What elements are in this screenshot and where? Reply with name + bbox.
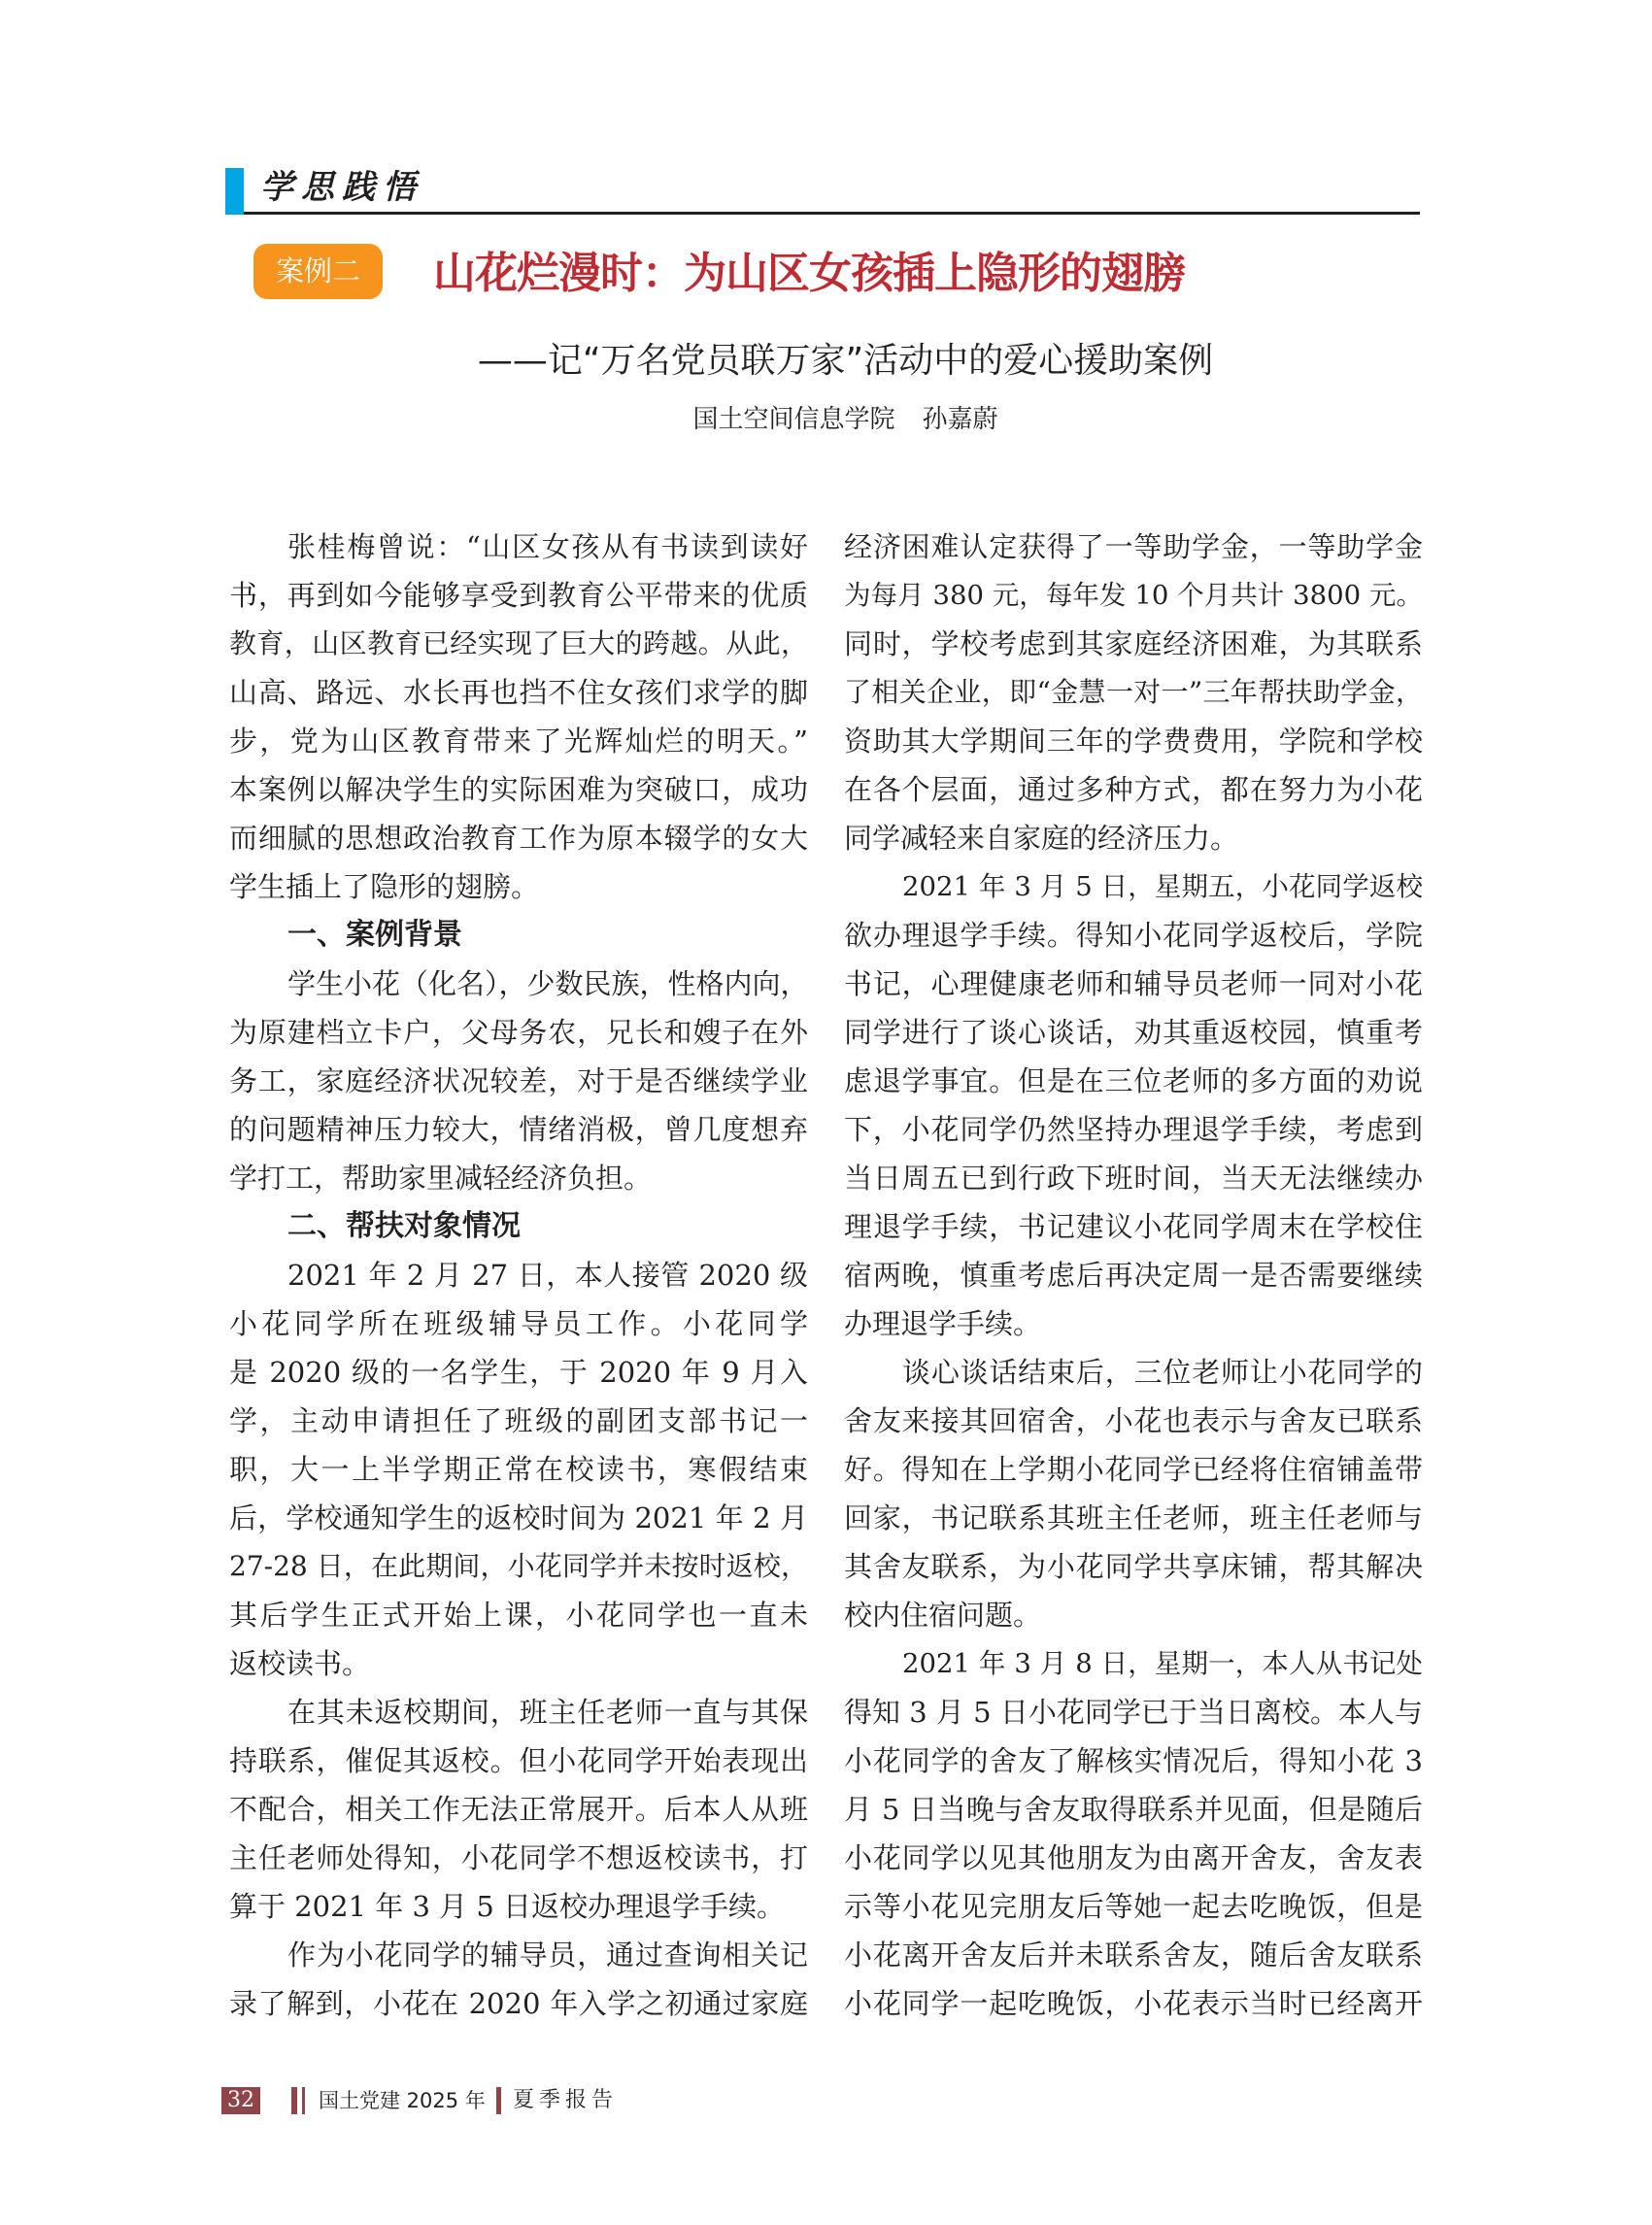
text-line: 学生插上了隐形的翅膀。 — [229, 870, 540, 903]
text-line: 张桂梅曾说：“山区女孩从有书读到读好 — [287, 530, 808, 563]
text-line: 主任老师处得知，小花同学不想返校读书，打 — [229, 1841, 808, 1874]
text-line: 为每月 380 元，每年发 10 个月共计 3800 元。 — [844, 580, 1423, 611]
text-line: 书，再到如今能够享受到教育公平带来的优质 — [229, 579, 808, 612]
section-heading: 一、案例背景 — [287, 918, 462, 952]
text-line: 步，党为山区教育带来了光辉灿烂的明天。” — [229, 725, 808, 758]
text-line: 宿两晚，慎重考虑后再决定周一是否需要继续 — [844, 1259, 1423, 1292]
article-subtitle: ——记“万名党员联万家”活动中的爱心援助案例 — [477, 341, 1214, 381]
text-line: 小花同学一起吃晚饭，小花表示当时已经离开 — [844, 1987, 1423, 2020]
text-line: 是 2020 级的一名学生，于 2020 年 9 月入 — [229, 1356, 808, 1389]
text-line: 当日周五已到行政下班时间，当天无法继续办 — [844, 1162, 1423, 1195]
text-line: 小花同学以见其他朋友为由离开舍友，舍友表 — [844, 1841, 1423, 1874]
text-line: 不配合，相关工作无法正常展开。后本人从班 — [229, 1793, 808, 1826]
text-line: 欲办理退学手续。得知小花同学返校后，学院 — [844, 919, 1423, 952]
text-line: 在各个层面，通过多种方式，都在努力为小花 — [844, 773, 1423, 806]
text-line: 了相关企业，即“金慧一对一”三年帮扶助学金， — [844, 676, 1423, 708]
right-column — [844, 523, 1423, 2028]
text-line: 好。得知在上学期小花同学已经将住宿铺盖带 — [844, 1453, 1423, 1486]
text-line: 2021 年 3 月 5 日，星期五，小花同学返校 — [902, 871, 1423, 902]
case-badge: 案例二 — [253, 244, 383, 299]
text-line: 得知 3 月 5 日小花同学已于当日离校。本人与 — [844, 1696, 1423, 1729]
text-line: 2021 年 2 月 27 日，本人接管 2020 级 — [287, 1259, 808, 1292]
text-line: 务工，家庭经济状况较差，对于是否继续学业 — [229, 1064, 808, 1097]
text-line: 后，学校通知学生的返校时间为 2021 年 2 月 — [229, 1501, 808, 1534]
page-number: 32 — [221, 2087, 260, 2114]
footer-accent-bar — [291, 2087, 297, 2114]
text-line: 学，主动申请担任了班级的副团支部书记一 — [229, 1404, 808, 1437]
text-line: 职，大一上半学期正常在校读书，寒假结束 — [229, 1453, 808, 1486]
text-line: 虑退学事宜。但是在三位老师的多方面的劝说 — [844, 1064, 1423, 1097]
left-column — [229, 523, 808, 2028]
issue-name: 夏季报告 — [513, 2088, 619, 2112]
text-line: 其舍友联系，为小花同学共享床铺，帮其解决 — [844, 1550, 1423, 1583]
author-name: 孙嘉蔚 — [922, 405, 998, 434]
text-line: 示等小花见完朋友后等她一起去吃晚饭，但是 — [844, 1890, 1423, 1923]
text-line: 同学进行了谈心谈话，劝其重返校园，慎重考 — [844, 1016, 1423, 1049]
text-line: 下，小花同学仍然坚持办理退学手续，考虑到 — [844, 1113, 1423, 1146]
text-line: 其后学生正式开始上课，小花同学也一直未 — [229, 1599, 808, 1632]
text-line: 回家，书记联系其班主任老师，班主任老师与 — [844, 1501, 1423, 1534]
text-line: 舍友来接其回宿舍，小花也表示与舍友已联系 — [844, 1404, 1423, 1437]
footer-separator-bar — [496, 2087, 501, 2114]
text-line: 小花离开舍友后并未联系舍友，随后舍友联系 — [844, 1938, 1423, 1972]
text-line: 月 5 日当晚与舍友取得联系并见面，但是随后 — [844, 1793, 1423, 1826]
text-line: 教育，山区教育已经实现了巨大的跨越。从此， — [229, 627, 808, 659]
section-accent-bar — [225, 168, 244, 215]
text-line: 理退学手续，书记建议小花同学周末在学校住 — [844, 1210, 1423, 1243]
text-line: 持联系，催促其返校。但小花同学开始表现出 — [229, 1744, 808, 1777]
text-line: 同学减轻来自家庭的经济压力。 — [844, 822, 1239, 855]
author-line — [0, 400, 1652, 439]
text-line: 的问题精神压力较大，情绪消极，曾几度想弃 — [229, 1113, 808, 1146]
text-line: 返校读书。 — [229, 1647, 371, 1680]
text-line: 同时，学校考虑到其家庭经济困难，为其联系 — [844, 627, 1423, 660]
magazine-name: 国土党建 2025 年 — [319, 2089, 486, 2112]
text-line: 录了解到，小花在 2020 年入学之初通过家庭 — [229, 1987, 808, 2020]
text-line: 书记，心理健康老师和辅导员老师一同对小花 — [844, 967, 1423, 1000]
text-line: 山高、路远、水长再也挡不住女孩们求学的脚 — [229, 676, 808, 709]
text-line: 学打工，帮助家里减轻经济负担。 — [229, 1162, 653, 1195]
text-line: 小花同学所在班级辅导员工作。小花同学 — [229, 1307, 808, 1340]
section-heading: 二、帮扶对象情况 — [287, 1209, 521, 1243]
footer-accent-bar — [302, 2087, 305, 2114]
text-line: 2021 年 3 月 8 日，星期一，本人从书记处 — [902, 1648, 1423, 1679]
section-title: 学思践悟 — [260, 168, 423, 207]
text-line: 算于 2021 年 3 月 5 日返校办理退学手续。 — [229, 1890, 786, 1923]
text-line: 作为小花同学的辅导员，通过查询相关记 — [287, 1938, 808, 1972]
text-line: 为原建档立卡户，父母务农，兄长和嫂子在外 — [229, 1016, 808, 1049]
text-line: 资助其大学期间三年的学费费用，学院和学校 — [844, 725, 1423, 758]
text-line: 本案例以解决学生的实际困难为突破口，成功 — [229, 773, 808, 806]
text-line: 小花同学的舍友了解核实情况后，得知小花 3 — [844, 1744, 1423, 1777]
text-line: 谈心谈话结束后，三位老师让小花同学的 — [902, 1356, 1423, 1389]
text-line: 校内住宿问题。 — [844, 1599, 1042, 1632]
text-line: 学生小花（化名），少数民族，性格内向， — [287, 967, 809, 1000]
article-title: 山花烂漫时：为山区女孩插上隐形的翅膀 — [433, 249, 1185, 298]
text-line: 27-28 日，在此期间，小花同学并未按时返校， — [229, 1550, 808, 1582]
text-line: 经济困难认定获得了一等助学金，一等助学金 — [844, 530, 1423, 563]
text-line: 在其未返校期间，班主任老师一直与其保 — [287, 1696, 808, 1729]
section-divider — [244, 212, 1420, 215]
text-line: 办理退学手续。 — [844, 1307, 1042, 1340]
author-unit: 国土空间信息学院 — [692, 405, 895, 434]
text-line: 而细腻的思想政治教育工作为原本辍学的女大 — [229, 822, 808, 855]
